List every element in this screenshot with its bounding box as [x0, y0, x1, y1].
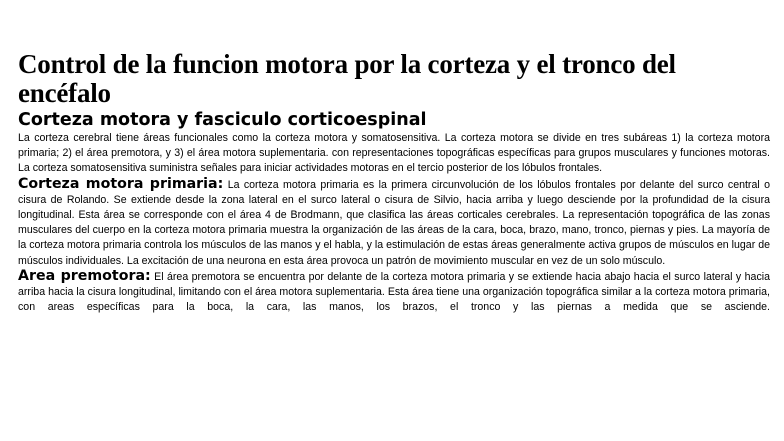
primary-motor-paragraph — [18, 177, 770, 269]
section-heading: Corteza motora y fasciculo corticoespinal — [18, 110, 427, 130]
premotor-paragraph — [18, 269, 770, 316]
premotor-text: El área premotora se encuentra por delante de la corteza motora primaria y se extiende hacia abajo hacia el surco lateral y hacia arriba hacia la cisura longitudinal, limitando con el área motora suplementaria. Esta área tiene una organización topográfica similar a la corteza motora primaria, con areas específicas para la boca, la cara, las manos, los brazos, el tronco y las piernas a medida que se asciende. — [18, 270, 770, 314]
primary-motor-heading: Corteza motora primaria: — [18, 175, 224, 192]
document-page — [18, 50, 770, 315]
premotor-heading: Area premotora: — [18, 267, 151, 284]
primary-motor-text: La corteza motora primaria es la primera circunvolución de los lóbulos frontales por delante del surco central o cisura de Rolando. Se extiende desde la zona lateral en el surco lateral o cisura de Silvio, hacia arriba y luego desciende por la profundidad de la cisura longitudinal. Esta área se corresponde con el área 4 de Brodmann, que clasifica las áreas corticales cerebrales. La representación topográfica de las zonas musculares del cuerpo en la corteza motora primaria muestra la organización de las áreas de la cara, boca, brazo, mano, tronco, piernas y pies. La mayoría de la corteza motora primaria controla los músculos de las manos y el habla, y la estimulación de estas áreas generalmente activa grupos de músculos en lugar de músculos individuales. La excitación de una neurona en esta área provoca un patrón de movimiento muscular en vez de un solo músculo. — [18, 178, 770, 267]
document-title: Control de la funcion motora por la corteza y el tronco del encéfalo — [18, 49, 676, 108]
intro-paragraph: La corteza cerebral tiene áreas funcionales como la corteza motora y somatosensitiva. La corteza motora se divide en tres subáreas 1) la corteza motora primaria; 2) el área premotora, y 3) el área motora suplementaria. con representaciones topográficas específicas para grupos musculares y funciones motoras. La corteza somatosensitiva suministra señales para iniciar actividades motoras en el tercio posterior de los lóbulos frontales. — [18, 132, 770, 175]
